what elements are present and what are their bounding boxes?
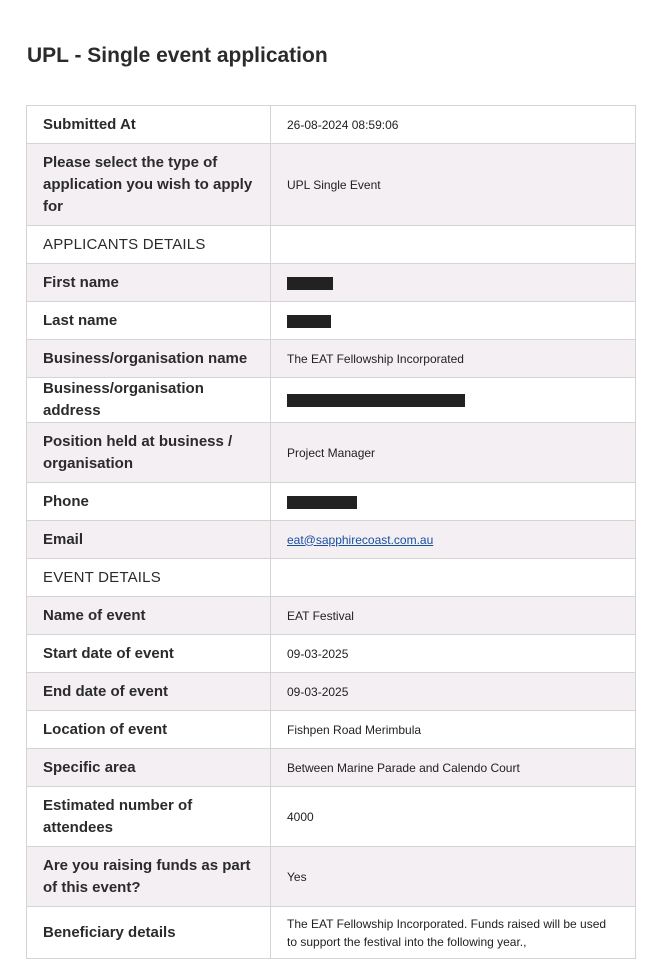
row-value: Between Marine Parade and Calendo Court <box>271 749 636 787</box>
table-row <box>27 423 636 483</box>
row-label: Beneficiary details <box>27 907 271 959</box>
section-heading: EVENT DETAILS <box>27 559 271 597</box>
table-row <box>27 635 636 673</box>
table-row <box>27 302 636 340</box>
row-value: EAT Festival <box>271 597 636 635</box>
redaction-block <box>287 496 357 509</box>
table-row <box>27 378 636 423</box>
row-label: Position held at business / organisation <box>27 423 271 483</box>
row-label: Location of event <box>27 711 271 749</box>
row-value: 09-03-2025 <box>271 635 636 673</box>
row-label: Start date of event <box>27 635 271 673</box>
redaction-block <box>287 394 465 407</box>
table-row <box>27 673 636 711</box>
row-value: Yes <box>271 847 636 907</box>
row-value <box>271 521 636 559</box>
row-label: End date of event <box>27 673 271 711</box>
row-value <box>271 483 636 521</box>
row-value <box>271 302 636 340</box>
row-value: 26-08-2024 08:59:06 <box>271 106 636 144</box>
row-value: Project Manager <box>271 423 636 483</box>
row-label: Estimated number of attendees <box>27 787 271 847</box>
table-row <box>27 787 636 847</box>
row-label: Submitted At <box>27 106 271 144</box>
redaction-block <box>287 315 331 328</box>
table-row <box>27 483 636 521</box>
table-row <box>27 559 636 597</box>
row-label: First name <box>27 264 271 302</box>
table-row <box>27 226 636 264</box>
row-label: Email <box>27 521 271 559</box>
table-row <box>27 907 636 959</box>
section-heading: APPLICANTS DETAILS <box>27 226 271 264</box>
table-row <box>27 749 636 787</box>
row-label: Please select the type of application you wish to apply for <box>27 144 271 226</box>
row-value: The EAT Fellowship Incorporated <box>271 340 636 378</box>
page-title: UPL - Single event application <box>27 44 328 67</box>
row-label: Name of event <box>27 597 271 635</box>
table-row <box>27 847 636 907</box>
email-link[interactable]: eat@sapphirecoast.com.au <box>287 532 434 547</box>
row-label: Last name <box>27 302 271 340</box>
row-value: UPL Single Event <box>271 144 636 226</box>
table-row <box>27 711 636 749</box>
submission-table <box>26 105 636 959</box>
row-label: Specific area <box>27 749 271 787</box>
row-value <box>271 559 636 597</box>
table-row <box>27 144 636 226</box>
table-row <box>27 521 636 559</box>
table-row <box>27 340 636 378</box>
row-label: Business/organisation name <box>27 340 271 378</box>
row-value <box>271 264 636 302</box>
row-label: Phone <box>27 483 271 521</box>
row-value <box>271 226 636 264</box>
row-value: The EAT Fellowship Incorporated. Funds raised will be used to support the festival into the following year., <box>271 907 636 959</box>
row-value: 09-03-2025 <box>271 673 636 711</box>
row-label: Are you raising funds as part of this event? <box>27 847 271 907</box>
table-row <box>27 106 636 144</box>
redaction-block <box>287 277 333 290</box>
table-row <box>27 597 636 635</box>
row-value: 4000 <box>271 787 636 847</box>
row-label: Business/organisation address <box>27 378 271 423</box>
row-value <box>271 378 636 423</box>
row-value: Fishpen Road Merimbula <box>271 711 636 749</box>
table-row <box>27 264 636 302</box>
